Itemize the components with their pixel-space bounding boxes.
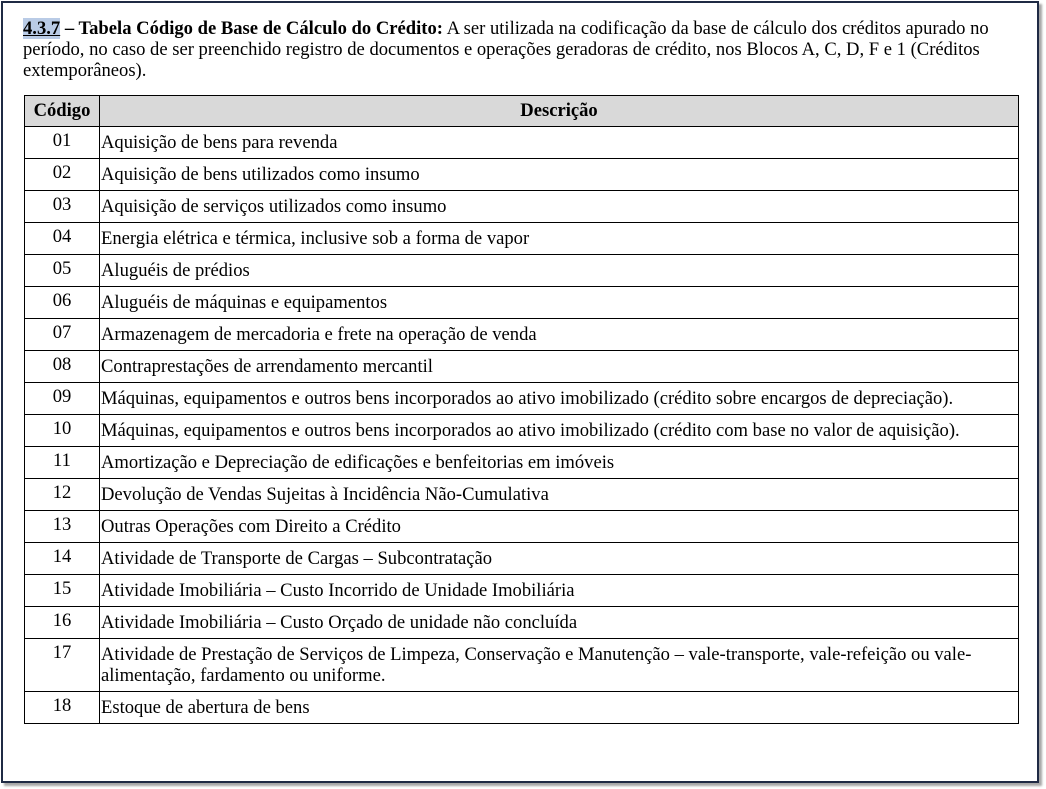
description-cell: Atividade Imobiliária – Custo Orçado de unidade não concluída: [100, 607, 1019, 639]
section-intro: [23, 18, 1043, 81]
code-cell: 15: [25, 575, 100, 607]
table-row: [25, 415, 1019, 447]
table-row: [25, 383, 1019, 415]
code-table: [24, 95, 1019, 724]
description-cell: Atividade Imobiliária – Custo Incorrido de Unidade Imobiliária: [100, 575, 1019, 607]
table-row: [25, 191, 1019, 223]
table-row: [25, 287, 1019, 319]
code-cell: 02: [25, 159, 100, 191]
code-cell: 07: [25, 319, 100, 351]
table-row: [25, 351, 1019, 383]
description-cell: Aquisição de bens para revenda: [100, 127, 1019, 159]
section-title: – Tabela Código de Base de Cálculo do Crédito:: [60, 18, 443, 39]
code-cell: 03: [25, 191, 100, 223]
description-cell: Máquinas, equipamentos e outros bens incorporados ao ativo imobilizado (crédito com base no valor de aquisição).: [100, 415, 1019, 447]
section-number[interactable]: 4.3.7: [23, 18, 61, 39]
code-cell: 05: [25, 255, 100, 287]
code-cell: 04: [25, 223, 100, 255]
table-row: [25, 223, 1019, 255]
description-cell: Aquisição de serviços utilizados como insumo: [100, 191, 1019, 223]
code-cell: 12: [25, 479, 100, 511]
description-cell: Máquinas, equipamentos e outros bens incorporados ao ativo imobilizado (crédito sobre encargos de depreciação).: [100, 383, 1019, 415]
code-cell: 10: [25, 415, 100, 447]
code-cell: 13: [25, 511, 100, 543]
description-cell: Atividade de Transporte de Cargas – Subcontratação: [100, 543, 1019, 575]
column-header-code: Código: [25, 96, 100, 127]
table-row: [25, 692, 1019, 724]
document-frame: [1, 1, 1039, 783]
code-cell: 09: [25, 383, 100, 415]
section-text: A ser utilizada na codificação da base de cálculo dos créditos apurado no período, no caso de ser preenchido registro de documentos e operações geradoras de crédito, nos Blocos A, C, D, F e 1 (Créditos extemporâneos).: [23, 18, 989, 81]
code-cell: 11: [25, 447, 100, 479]
table-row: [25, 607, 1019, 639]
table-row: [25, 639, 1019, 692]
code-cell: 01: [25, 127, 100, 159]
description-cell: Armazenagem de mercadoria e frete na operação de venda: [100, 319, 1019, 351]
description-cell: Outras Operações com Direito a Crédito: [100, 511, 1019, 543]
table-row: [25, 159, 1019, 191]
description-cell: Estoque de abertura de bens: [100, 692, 1019, 724]
code-cell: 17: [25, 639, 100, 692]
table-row: [25, 543, 1019, 575]
code-cell: 16: [25, 607, 100, 639]
table-row: [25, 319, 1019, 351]
table-row: [25, 479, 1019, 511]
code-cell: 08: [25, 351, 100, 383]
code-cell: 14: [25, 543, 100, 575]
table-header-row: [25, 96, 1019, 127]
code-cell: 06: [25, 287, 100, 319]
table-row: [25, 127, 1019, 159]
description-cell: Atividade de Prestação de Serviços de Limpeza, Conservação e Manutenção – vale-transporte, vale-refeição ou vale-alimentação, fardamento ou uniforme.: [100, 639, 1019, 692]
table-body: [25, 127, 1019, 724]
table-row: [25, 447, 1019, 479]
description-cell: Contraprestações de arrendamento mercantil: [100, 351, 1019, 383]
code-cell: 18: [25, 692, 100, 724]
column-header-description: Descrição: [100, 96, 1019, 127]
description-cell: Aquisição de bens utilizados como insumo: [100, 159, 1019, 191]
description-cell: Energia elétrica e térmica, inclusive sob a forma de vapor: [100, 223, 1019, 255]
description-cell: Devolução de Vendas Sujeitas à Incidência Não-Cumulativa: [100, 479, 1019, 511]
table-row: [25, 575, 1019, 607]
table-row: [25, 511, 1019, 543]
description-cell: Amortização e Depreciação de edificações e benfeitorias em imóveis: [100, 447, 1019, 479]
table-row: [25, 255, 1019, 287]
description-cell: Aluguéis de máquinas e equipamentos: [100, 287, 1019, 319]
description-cell: Aluguéis de prédios: [100, 255, 1019, 287]
